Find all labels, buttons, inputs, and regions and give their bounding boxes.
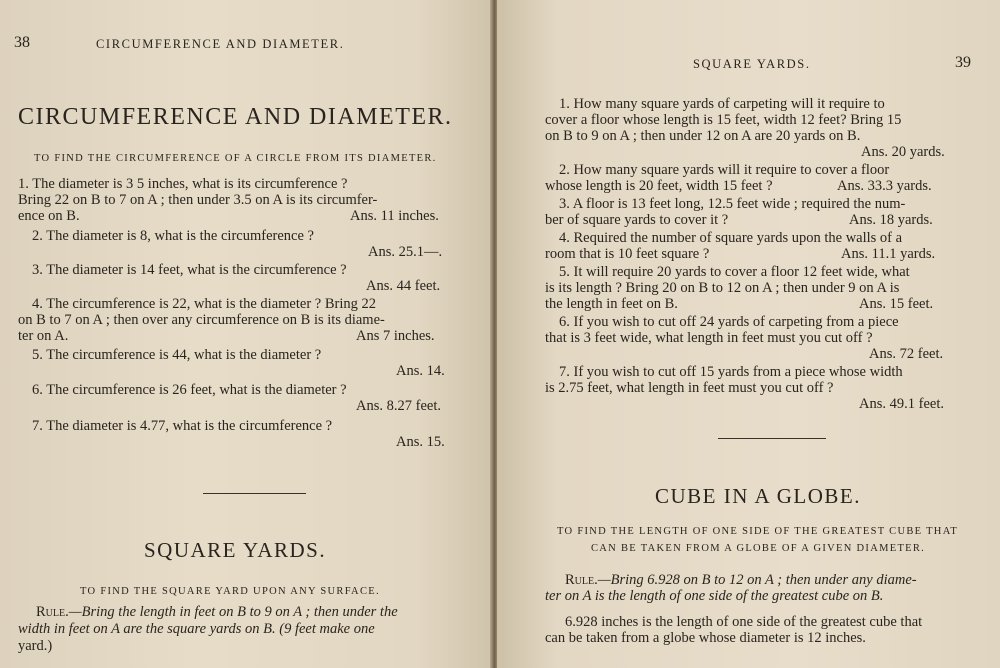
problem-line: 1. How many square yards of carpeting will it require to	[559, 96, 885, 112]
answer: Ans. 44 feet.	[366, 278, 441, 294]
problem-line: 7. The diameter is 4.77, what is the circumference ?	[32, 418, 333, 434]
section2-title: CUBE IN A GLOBE.	[655, 484, 862, 508]
closing-line: 6.928 inches is the length of one side of the greatest cube that	[565, 614, 923, 630]
answer: Ans. 15 feet.	[859, 296, 934, 312]
rule-label: Rule.	[565, 572, 598, 588]
rule-line: ter on A is the length of one side of the greatest cube on B.	[545, 588, 884, 604]
answer: Ans. 18 yards.	[849, 212, 933, 228]
rule-text: —Bring 6.928 on B to 12 on A ; then under any diame-	[597, 572, 917, 588]
answer: Ans. 8.27 feet.	[356, 398, 441, 414]
section2-subtitle: CAN BE TAKEN FROM A GLOBE OF A GIVEN DIAMETER.	[591, 543, 926, 554]
problem-line: that is 3 feet wide, what length in feet must you cut off ?	[545, 330, 873, 346]
page-number: 39	[955, 54, 971, 71]
left-page	[0, 0, 492, 668]
problem-line: 3. The diameter is 14 feet, what is the circumference ?	[32, 262, 347, 278]
problem-line: whose length is 20 feet, width 15 feet ?	[545, 178, 773, 194]
answer: Ans. 15.	[396, 434, 445, 450]
problem-line: cover a floor whose length is 15 feet, width 12 feet? Bring 15	[545, 112, 902, 128]
problem-line: 2. How many square yards will it require to cover a floor	[559, 162, 890, 178]
running-head: SQUARE YARDS.	[693, 57, 811, 71]
answer: Ans. 25.1—.	[368, 244, 443, 260]
rule-line: yard.)	[18, 638, 53, 654]
rule-line	[565, 572, 917, 588]
section-subtitle: TO FIND THE CIRCUMFERENCE OF A CIRCLE FROM ITS DIAMETER.	[34, 153, 437, 164]
answer: Ans. 11 inches.	[350, 208, 439, 224]
problem-line: 5. It will require 20 yards to cover a floor 12 feet wide, what	[559, 264, 910, 280]
section2-title: SQUARE YARDS.	[144, 538, 327, 562]
rule-text: —Bring the length in feet on B to 9 on A ; then under the	[68, 604, 398, 620]
rule-line: width in feet on A are the square yards on B. (9 feet make one	[18, 621, 375, 637]
rule-label: Rule.	[36, 604, 69, 620]
answer: Ans. 49.1 feet.	[859, 396, 944, 412]
problem-line: ber of square yards to cover it ?	[545, 212, 729, 228]
problem-line: 6. The circumference is 26 feet, what is the diameter ?	[32, 382, 347, 398]
problem-line: 5. The circumference is 44, what is the diameter ?	[32, 347, 322, 363]
section2-subtitle: TO FIND THE SQUARE YARD UPON ANY SURFACE.	[80, 586, 380, 597]
section-divider	[718, 438, 826, 439]
right-page	[497, 0, 1000, 668]
closing-line: can be taken from a globe whose diameter is 12 inches.	[545, 630, 866, 646]
problem-line: 7. If you wish to cut off 15 yards from a piece whose width	[559, 364, 903, 380]
problem-line: 1. The diameter is 3 5 inches, what is its circumference ?	[18, 176, 348, 192]
problem-line: 2. The diameter is 8, what is the circumference ?	[32, 228, 314, 244]
answer: Ans. 14.	[396, 363, 445, 379]
answer: Ans. 11.1 yards.	[841, 246, 936, 262]
answer: Ans. 20 yards.	[861, 144, 945, 160]
section-title: CIRCUMFERENCE AND DIAMETER.	[18, 104, 453, 130]
answer: Ans. 33.3 yards.	[837, 178, 932, 194]
rule-line	[36, 604, 398, 620]
running-head: CIRCUMFERENCE AND DIAMETER.	[96, 37, 345, 51]
problem-line: on B to 7 on A ; then over any circumference on B is its diame-	[18, 312, 385, 328]
problem-line: 6. If you wish to cut off 24 yards of carpeting from a piece	[559, 314, 899, 330]
section-divider	[203, 493, 306, 494]
problem-line: 4. Required the number of square yards upon the walls of a	[559, 230, 903, 246]
page-number: 38	[14, 34, 30, 51]
problem-line: the length in feet on B.	[545, 296, 678, 312]
problem-line: on B to 9 on A ; then under 12 on A are 20 yards on B.	[545, 128, 861, 144]
problem-line: Bring 22 on B to 7 on A ; then under 3.5 on A is its circumfer-	[18, 192, 378, 208]
problem-line: room that is 10 feet square ?	[545, 246, 710, 262]
problem-line: ence on B.	[18, 208, 80, 224]
problem-line: 4. The circumference is 22, what is the diameter ? Bring 22	[32, 296, 376, 312]
problem-line: 3. A floor is 13 feet long, 12.5 feet wide ; required the num-	[559, 196, 906, 212]
problem-line: is 2.75 feet, what length in feet must you cut off ?	[545, 380, 834, 396]
section2-subtitle: TO FIND THE LENGTH OF ONE SIDE OF THE GREATEST CUBE THAT	[557, 526, 959, 537]
problem-line: is its length ? Bring 20 on B to 12 on A ; then under 9 on A is	[545, 280, 900, 296]
answer: Ans. 72 feet.	[869, 346, 944, 362]
problem-line: ter on A.	[18, 328, 69, 344]
answer: Ans 7 inches.	[356, 328, 435, 344]
